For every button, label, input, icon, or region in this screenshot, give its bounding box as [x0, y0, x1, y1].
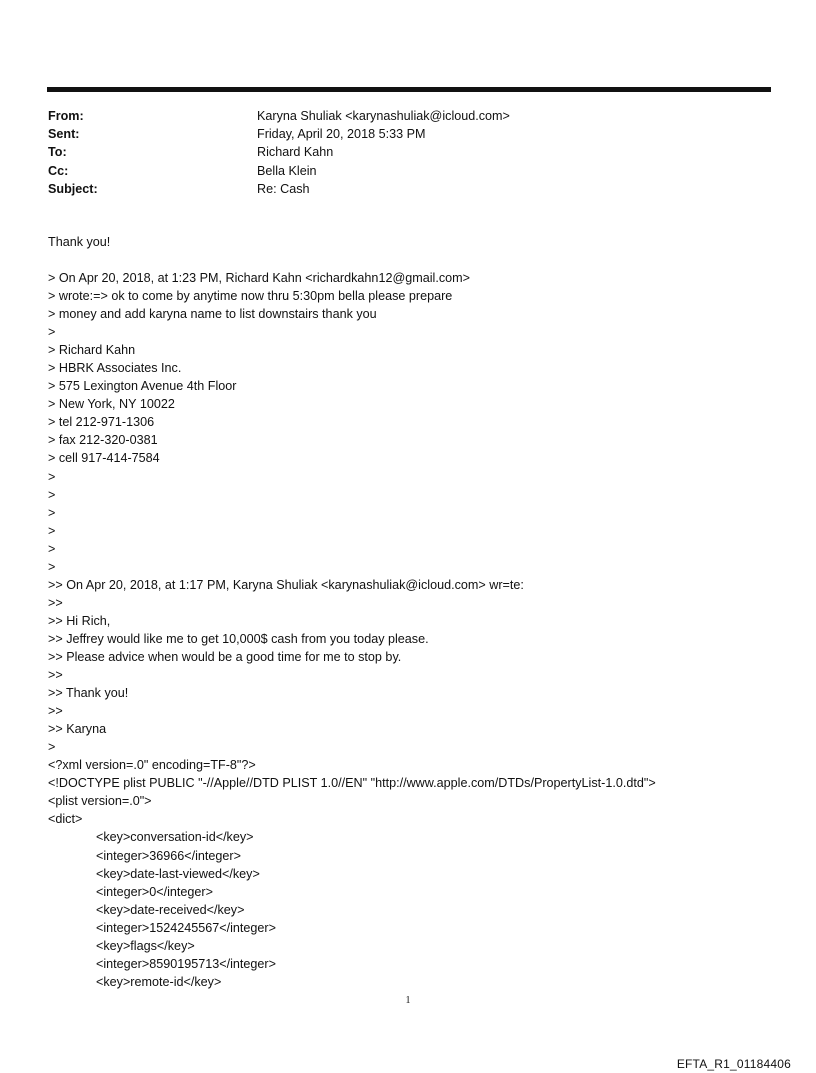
plist-line: <integer>1524245567</integer> [96, 920, 276, 935]
header-rule [47, 87, 771, 92]
body-line: > [48, 469, 56, 484]
cc-value: Bella Klein [257, 163, 317, 178]
sent-label: Sent: [48, 127, 80, 142]
body-line: >> Please advice when would be a good time for me to stop by. [48, 649, 402, 664]
body-line: > New York, NY 10022 [48, 397, 175, 412]
page-number: 1 [405, 995, 411, 1006]
body-line: > [48, 740, 56, 755]
email-header [48, 107, 748, 198]
greeting-text: Thank you! [48, 235, 111, 249]
cc-row [48, 162, 748, 180]
from-row [48, 107, 748, 125]
body-line: > [48, 487, 56, 502]
plist-line: <integer>8590195713</integer> [96, 956, 276, 971]
body-line: > 575 Lexington Avenue 4th Floor [48, 379, 237, 394]
body-line: >> Jeffrey would like me to get 10,000$ cash from you today please. [48, 631, 429, 646]
body-line: >> [48, 704, 63, 719]
body-line: >> [48, 595, 63, 610]
plist-line: <integer>36966</integer> [96, 848, 241, 863]
body-line: > tel 212-971-1306 [48, 415, 155, 430]
sent-row [48, 125, 748, 143]
body-line: > [48, 325, 56, 340]
sent-value: Friday, April 20, 2018 5:33 PM [257, 127, 426, 142]
cc-label: Cc: [48, 163, 69, 178]
plist-line: <key>remote-id</key> [96, 974, 222, 989]
body-line: > fax 212-320-0381 [48, 433, 158, 448]
body-line: <dict> [48, 812, 83, 827]
plist-line: <integer>0</integer> [96, 884, 213, 899]
from-value: Karyna Shuliak <karynashuliak@icloud.com> [257, 109, 510, 123]
subject-value: Re: Cash [257, 181, 310, 196]
body-line: > [48, 505, 56, 520]
plist-line: <key>date-received</key> [96, 902, 245, 917]
body-line: > Richard Kahn [48, 343, 136, 358]
body-line: > HBRK Associates Inc. [48, 361, 182, 376]
body-line: >> On Apr 20, 2018, at 1:17 PM, Karyna Shuliak <karynashuliak@icloud.com> wr=te: [48, 577, 524, 592]
body-line: <plist version=.0"> [48, 794, 152, 809]
plist-line: <key>conversation-id</key> [96, 830, 254, 845]
plist-line: <key>date-last-viewed</key> [96, 866, 260, 881]
to-value: Richard Kahn [257, 145, 334, 160]
body-line: >> Thank you! [48, 686, 129, 701]
body-line: <!DOCTYPE plist PUBLIC "-//Apple//DTD PLIST 1.0//EN" "http://www.apple.com/DTDs/PropertyList-1.0.dtd"> [48, 776, 656, 791]
body-line: <?xml version=.0" encoding=TF-8"?> [48, 758, 256, 773]
body-line: > cell 917-414-7584 [48, 451, 160, 466]
body-line: >> [48, 668, 63, 683]
to-label: To: [48, 145, 67, 160]
body-line: >> Karyna [48, 722, 107, 737]
body-line: > On Apr 20, 2018, at 1:23 PM, Richard Kahn <richardkahn12@gmail.com> [48, 271, 470, 285]
email-body [48, 269, 778, 991]
body-line: > [48, 541, 56, 556]
body-line: >> Hi Rich, [48, 613, 111, 628]
body-line: > wrote:=> ok to come by anytime now thru 5:30pm bella please prepare [48, 289, 453, 304]
subject-row [48, 180, 748, 198]
from-label: From: [48, 109, 84, 123]
document-id: EFTA_R1_01184406 [676, 1057, 791, 1071]
body-line: > money and add karyna name to list downstairs thank you [48, 307, 377, 322]
plist-line: <key>flags</key> [96, 938, 195, 953]
body-line: > [48, 559, 56, 574]
to-row [48, 143, 748, 161]
body-line: > [48, 523, 56, 538]
subject-label: Subject: [48, 181, 98, 196]
